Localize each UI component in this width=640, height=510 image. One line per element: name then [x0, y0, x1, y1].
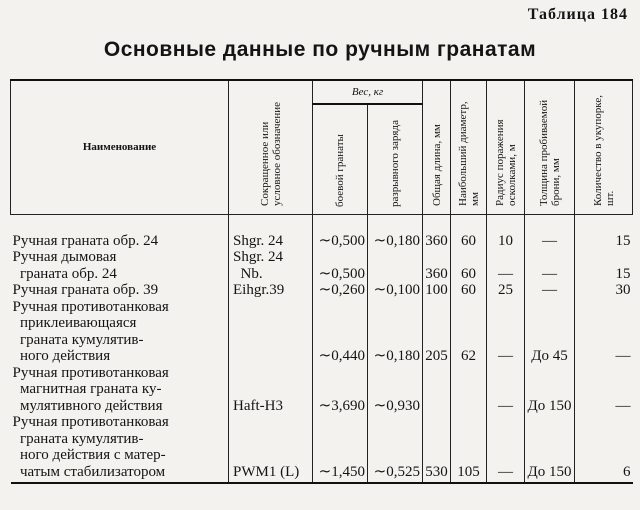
cell-diameter — [451, 365, 487, 415]
cell-qty — [575, 414, 633, 483]
cell-abbr — [229, 414, 313, 483]
cell-qty — [575, 282, 633, 299]
cell-radius — [487, 214, 525, 249]
cell-name — [11, 299, 229, 365]
table-row — [11, 249, 633, 282]
header-weight-combat — [313, 104, 368, 214]
cell-armor-value: — — [542, 232, 557, 249]
grenade-data-table — [10, 79, 633, 484]
cell-name — [11, 414, 229, 483]
header-abbr — [229, 80, 313, 214]
cell-length — [423, 414, 451, 483]
cell-weight-combat-value: ∼3,690 — [318, 397, 365, 414]
name-line: Ручная дымовая — [12, 249, 117, 265]
name-line: Ручная граната обр. 39 — [12, 282, 159, 298]
name-line: граната кумулятив- — [12, 430, 144, 447]
cell-length-value: 360 — [425, 232, 448, 249]
cell-abbr — [229, 282, 313, 299]
header-length — [423, 80, 451, 214]
cell-weight-combat — [313, 299, 368, 365]
header-weight-label: Вес, кг — [351, 86, 384, 98]
cell-diameter — [451, 299, 487, 365]
name-line: приклеивающаяся — [12, 315, 137, 331]
cell-radius — [487, 414, 525, 483]
table-row — [11, 414, 633, 483]
cell-armor-value: До 45 — [531, 348, 568, 364]
cell-qty-value: 15 — [615, 232, 631, 249]
cell-abbr-value: Shgr. 24 — [233, 232, 284, 249]
header-name-label: Наименование — [82, 141, 157, 154]
name-line: Ручная противотанковая — [12, 298, 169, 315]
cell-length — [423, 282, 451, 299]
cell-diameter — [451, 414, 487, 483]
cell-qty-value: 15 — [615, 265, 631, 282]
cell-weight-combat-value: ∼0,260 — [318, 282, 365, 298]
cell-abbr — [229, 249, 313, 282]
cell-radius-value: 10 — [498, 232, 513, 249]
cell-length-value: 360 — [425, 265, 448, 282]
table-body — [11, 214, 633, 483]
cell-length-value: 530 — [425, 463, 448, 480]
cell-qty — [575, 249, 633, 282]
cell-armor — [525, 282, 575, 299]
cell-abbr — [229, 214, 313, 249]
cell-armor-value: До 150 — [527, 397, 572, 414]
cell-length-value: 205 — [425, 348, 448, 364]
header-weight-group — [313, 80, 423, 104]
cell-diameter-value: 60 — [461, 265, 476, 282]
cell-weight-charge — [368, 249, 423, 282]
cell-length — [423, 299, 451, 365]
cell-radius — [487, 299, 525, 365]
name-line: магнитная граната ку- — [12, 381, 162, 397]
cell-armor — [525, 214, 575, 249]
header-weight-combat-label: боевой гранаты — [334, 134, 346, 208]
table-number: Таблица 184 — [527, 6, 628, 23]
cell-armor-value: — — [542, 265, 557, 282]
header-armor — [525, 80, 575, 214]
cell-qty — [575, 214, 633, 249]
name-line: граната обр. 24 — [12, 265, 117, 282]
cell-radius — [487, 365, 525, 415]
name-line: ного действия с матер- — [12, 447, 166, 463]
header-abbr-label: Сокращенное или условное обозначение — [258, 102, 283, 207]
cell-abbr-value: Nb. — [233, 265, 263, 282]
cell-abbr-value: Haft-H3 — [233, 397, 283, 414]
cell-weight-charge-value: ∼0,100 — [373, 282, 420, 298]
cell-qty — [575, 299, 633, 365]
cell-radius-value: 25 — [498, 282, 513, 298]
header-name — [11, 80, 229, 214]
cell-qty — [575, 365, 633, 415]
table-row — [11, 282, 633, 299]
name-line: граната кумулятив- — [12, 331, 144, 348]
cell-radius-value: — — [498, 463, 513, 480]
cell-diameter — [451, 282, 487, 299]
cell-armor — [525, 365, 575, 415]
cell-armor-value: До 150 — [527, 463, 572, 480]
cell-weight-combat — [313, 365, 368, 415]
cell-name — [11, 365, 229, 415]
cell-armor — [525, 414, 575, 483]
cell-qty-value: 30 — [615, 282, 631, 298]
cell-weight-combat-value: ∼1,450 — [318, 463, 365, 480]
cell-abbr — [229, 365, 313, 415]
cell-weight-combat — [313, 249, 368, 282]
name-line: Ручная противотанковая — [12, 364, 169, 381]
cell-length — [423, 249, 451, 282]
header-armor-label: Толщина пробиваемой брони, мм — [537, 100, 562, 207]
cell-weight-charge — [368, 299, 423, 365]
cell-radius-value: — — [498, 348, 513, 364]
header-weight-charge — [368, 104, 423, 214]
cell-diameter-value: 60 — [461, 232, 476, 249]
cell-length-value: 100 — [425, 282, 448, 298]
cell-abbr-value: Shgr. 24 — [233, 249, 284, 265]
table-title: Основные данные по ручным гранатам — [103, 38, 537, 61]
cell-diameter-value: 105 — [457, 463, 480, 480]
header-diameter — [451, 80, 487, 214]
cell-diameter — [451, 249, 487, 282]
cell-weight-combat-value: ∼0,440 — [318, 348, 365, 364]
cell-weight-charge — [368, 214, 423, 249]
name-line: мулятивного действия — [12, 397, 163, 414]
header-qty-label: Количество в укупорке, шт. — [591, 95, 616, 207]
cell-weight-charge-value: ∼0,930 — [373, 397, 420, 414]
cell-weight-charge-value: ∼0,180 — [373, 348, 420, 364]
cell-weight-charge — [368, 282, 423, 299]
table-row — [11, 365, 633, 415]
cell-name — [11, 249, 229, 282]
cell-diameter-value: 62 — [461, 348, 476, 364]
cell-armor-value: — — [542, 282, 557, 298]
cell-weight-combat — [313, 282, 368, 299]
cell-weight-charge — [368, 365, 423, 415]
cell-name — [11, 214, 229, 249]
cell-weight-combat-value: ∼0,500 — [318, 232, 365, 249]
cell-radius — [487, 249, 525, 282]
cell-weight-charge-value: ∼0,180 — [373, 232, 420, 249]
cell-length — [423, 365, 451, 415]
header-radius-label: Радиус поражения осколками, м — [493, 119, 518, 207]
table-row — [11, 214, 633, 249]
header-radius — [487, 80, 525, 214]
name-line: Ручная противотанковая — [12, 414, 169, 430]
cell-abbr-value: PWM1 (L) — [233, 463, 300, 480]
cell-weight-charge-value: ∼0,525 — [373, 463, 420, 480]
header-weight-charge-label: разрывного заряда — [389, 120, 401, 208]
header-diameter-label: Наибольший диаметр, мм — [456, 101, 481, 207]
cell-armor — [525, 249, 575, 282]
cell-weight-combat — [313, 414, 368, 483]
cell-radius-value: — — [498, 265, 513, 282]
cell-length — [423, 214, 451, 249]
cell-radius — [487, 282, 525, 299]
cell-diameter-value: 60 — [461, 282, 476, 298]
cell-weight-charge — [368, 414, 423, 483]
cell-abbr — [229, 299, 313, 365]
cell-diameter — [451, 214, 487, 249]
cell-weight-combat — [313, 214, 368, 249]
name-line: ного действия — [12, 348, 111, 364]
header-qty — [575, 80, 633, 214]
name-line: Ручная граната обр. 24 — [12, 232, 159, 249]
cell-name — [11, 282, 229, 299]
cell-qty-value: — — [615, 397, 631, 414]
cell-weight-combat-value: ∼0,500 — [318, 265, 365, 282]
table-row — [11, 299, 633, 365]
cell-radius-value: — — [498, 397, 513, 414]
cell-qty-value: 6 — [623, 463, 631, 480]
name-line: чатым стабилизатором — [12, 463, 166, 480]
cell-qty-value: — — [615, 348, 631, 364]
cell-abbr-value: Eihgr.39 — [233, 282, 285, 298]
cell-armor — [525, 299, 575, 365]
header-length-label: Общая длина, мм — [430, 124, 443, 207]
